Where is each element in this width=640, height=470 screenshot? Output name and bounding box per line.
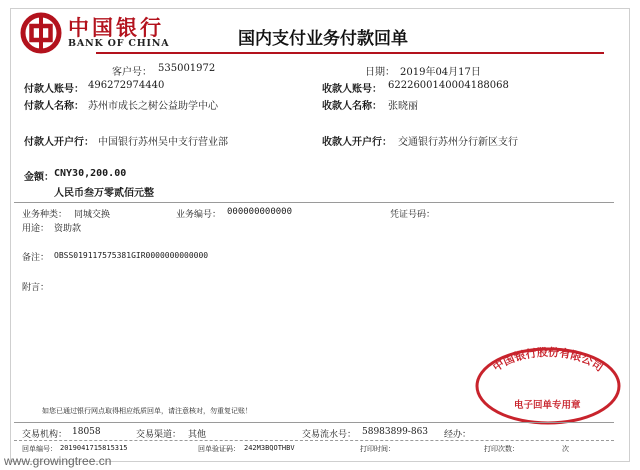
purpose-value: 资助款 — [54, 224, 82, 234]
payer-bank-value: 中国银行苏州吴中支行营业部 — [98, 137, 228, 148]
verify-code-label: 回单验证码： — [198, 445, 240, 453]
date-value: 2019年04月17日 — [400, 67, 481, 78]
payer-account-value: 496272974440 — [88, 80, 165, 91]
org-label: 交易机构： — [22, 430, 68, 440]
attach-label: 附言： — [22, 283, 50, 293]
print-count-label: 打印次数： — [484, 445, 519, 453]
payer-name-label: 付款人名称： — [24, 101, 84, 112]
handler-label: 经办： — [444, 430, 472, 440]
site-watermark: www.growingtree.cn — [4, 454, 112, 468]
receipt-no-label: 回单编号： — [22, 445, 57, 453]
bank-name-cn: 中国银行 — [68, 15, 164, 40]
business-no-label: 业务编号： — [176, 210, 222, 220]
print-time-label: 打印时间： — [360, 445, 395, 453]
payer-bank-label: 付款人开户行： — [24, 137, 94, 148]
channel-value: 其他 — [188, 430, 207, 440]
header-divider — [96, 52, 604, 54]
bank-of-china-logo-icon — [20, 12, 62, 54]
customer-no-value: 535001972 — [158, 63, 216, 74]
purpose-label: 用途： — [22, 224, 50, 234]
serial-label: 交易流水号： — [302, 430, 357, 440]
stamp-org-textpath: 中国银行股份有限公司 — [490, 346, 606, 375]
payee-account-value: 6222600140004188068 — [388, 80, 509, 91]
voucher-no-label: 凭证号码： — [390, 210, 436, 220]
document-title: 国内支付业务付款回单 — [238, 29, 408, 49]
receipt-no-value: 2019041715815315 — [60, 444, 128, 452]
stamp-purpose-text: 电子回单专用章 — [514, 400, 581, 411]
stamp-org-text — [473, 346, 623, 426]
footer-notice: 如您已通过银行网点取得相应纸质回单，请注意核对，勿重复记账！ — [42, 407, 252, 415]
verify-code-value: 242M3BQOTHBV — [244, 444, 295, 452]
business-no-value: 000000000000 — [227, 207, 293, 217]
business-type-value: 同城交换 — [74, 210, 111, 220]
serial-value: 58983899-863 — [362, 427, 429, 437]
amount-in-words: 人民币叁万零贰佰元整 — [54, 188, 154, 199]
amount-label: 金额： — [24, 172, 54, 183]
amount-value: CNY30,200.00 — [54, 168, 127, 179]
payer-name-value: 苏州市成长之树公益助学中心 — [88, 101, 218, 112]
amount-divider — [14, 202, 614, 203]
customer-no-label: 客户号： — [112, 67, 152, 78]
bank-name-en: BANK OF CHINA — [68, 38, 170, 49]
org-value: 18058 — [72, 427, 101, 437]
footer-divider — [14, 422, 614, 423]
svg-text:中国银行股份有限公司 — [490, 346, 606, 374]
channel-label: 交易渠道： — [136, 430, 182, 440]
remark-label: 备注： — [22, 253, 50, 263]
payee-bank-label: 收款人开户行： — [322, 137, 392, 148]
print-count-unit: 次 — [562, 445, 569, 453]
payee-account-label: 收款人账号： — [322, 84, 382, 95]
payee-name-value: 张晓丽 — [388, 101, 418, 112]
remark-value: OBSS019117575381GIR0000000000000 — [54, 251, 209, 260]
footer-dashed-divider — [14, 440, 614, 441]
date-label: 日期： — [365, 67, 395, 78]
payee-bank-value: 交通银行苏州分行新区支行 — [398, 137, 518, 148]
payer-account-label: 付款人账号： — [24, 84, 84, 95]
payee-name-label: 收款人名称： — [322, 101, 382, 112]
business-type-label: 业务种类： — [22, 210, 68, 220]
